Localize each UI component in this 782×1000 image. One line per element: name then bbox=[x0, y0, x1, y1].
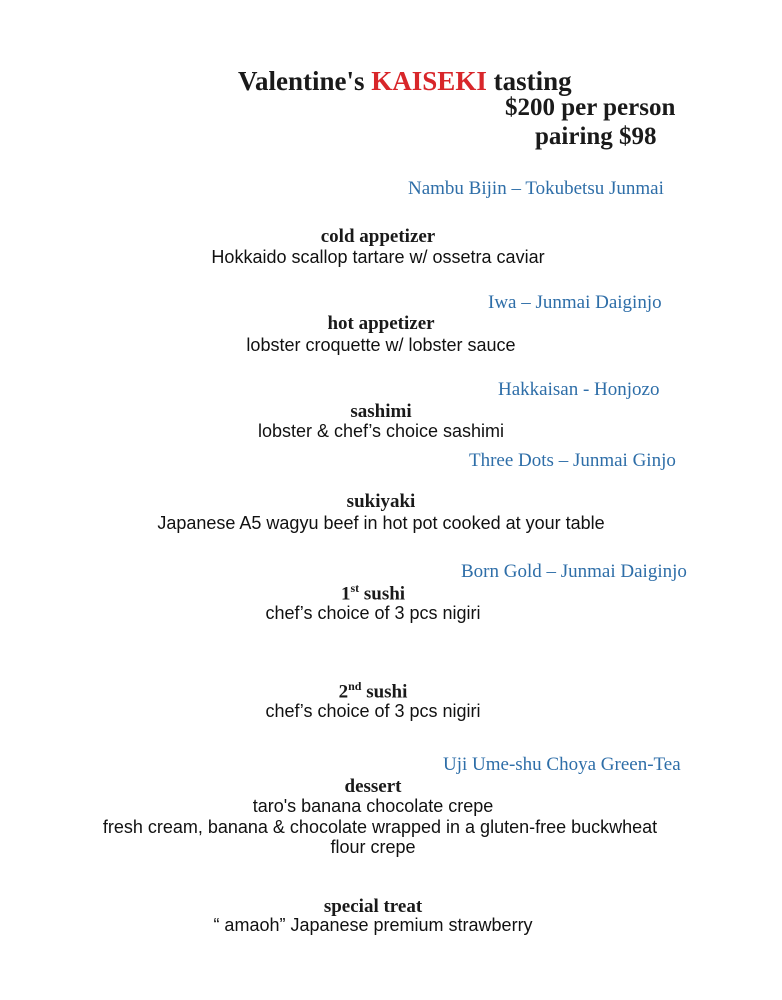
course-description: Hokkaido scallop tartare w/ ossetra caviar bbox=[211, 247, 545, 267]
course-ordinal: 2 bbox=[338, 681, 349, 703]
course-name-text: sushi bbox=[363, 583, 406, 605]
title-suffix: tasting bbox=[493, 66, 572, 96]
price-per-person: $200 per person bbox=[505, 94, 676, 121]
course-name: special treat bbox=[323, 896, 423, 917]
course-name-text: sushi bbox=[366, 681, 408, 703]
title-highlight: KAISEKI bbox=[371, 66, 487, 96]
course-description: Japanese A5 wagyu beef in hot pot cooked at your table bbox=[157, 513, 605, 533]
pairing-name: Nambu Bijin – Tokubetsu Junmai bbox=[408, 178, 664, 199]
course-description-line: fresh cream, banana & chocolate wrapped in a gluten-free buckwheat bbox=[102, 817, 658, 837]
menu-title bbox=[238, 66, 572, 97]
course-ordinal: 1 bbox=[340, 583, 351, 605]
course-name: sukiyaki bbox=[346, 491, 416, 512]
course-name bbox=[339, 679, 408, 703]
course-description-line: taro's banana chocolate crepe bbox=[252, 796, 494, 816]
course-name: hot appetizer bbox=[327, 313, 435, 334]
course-description: lobster & chef’s choice sashimi bbox=[257, 421, 505, 441]
pairing-price: pairing $98 bbox=[535, 123, 657, 150]
title-prefix: Valentine's bbox=[238, 66, 365, 96]
course-name: dessert bbox=[344, 776, 402, 797]
course-description: chef’s choice of 3 pcs nigiri bbox=[265, 701, 481, 721]
pairing-name: Hakkaisan - Honjozo bbox=[498, 379, 660, 400]
pairing-name: Three Dots – Junmai Ginjo bbox=[469, 450, 676, 471]
course-name: cold appetizer bbox=[320, 226, 436, 247]
course-name: sashimi bbox=[350, 401, 412, 422]
course-description: “ amaoh” Japanese premium strawberry bbox=[213, 915, 533, 935]
pairing-name: Born Gold – Junmai Daiginjo bbox=[461, 561, 687, 582]
course-ordinal-suffix: nd bbox=[348, 679, 362, 693]
pairing-name: Uji Ume-shu Choya Green-Tea bbox=[443, 754, 681, 775]
course-description: lobster croquette w/ lobster sauce bbox=[246, 335, 516, 355]
course-description: chef’s choice of 3 pcs nigiri bbox=[265, 603, 481, 623]
course-name bbox=[341, 581, 405, 605]
pairing-name: Iwa – Junmai Daiginjo bbox=[488, 292, 662, 313]
course-description-line: flour crepe bbox=[330, 837, 416, 857]
course-ordinal-suffix: st bbox=[350, 581, 360, 595]
